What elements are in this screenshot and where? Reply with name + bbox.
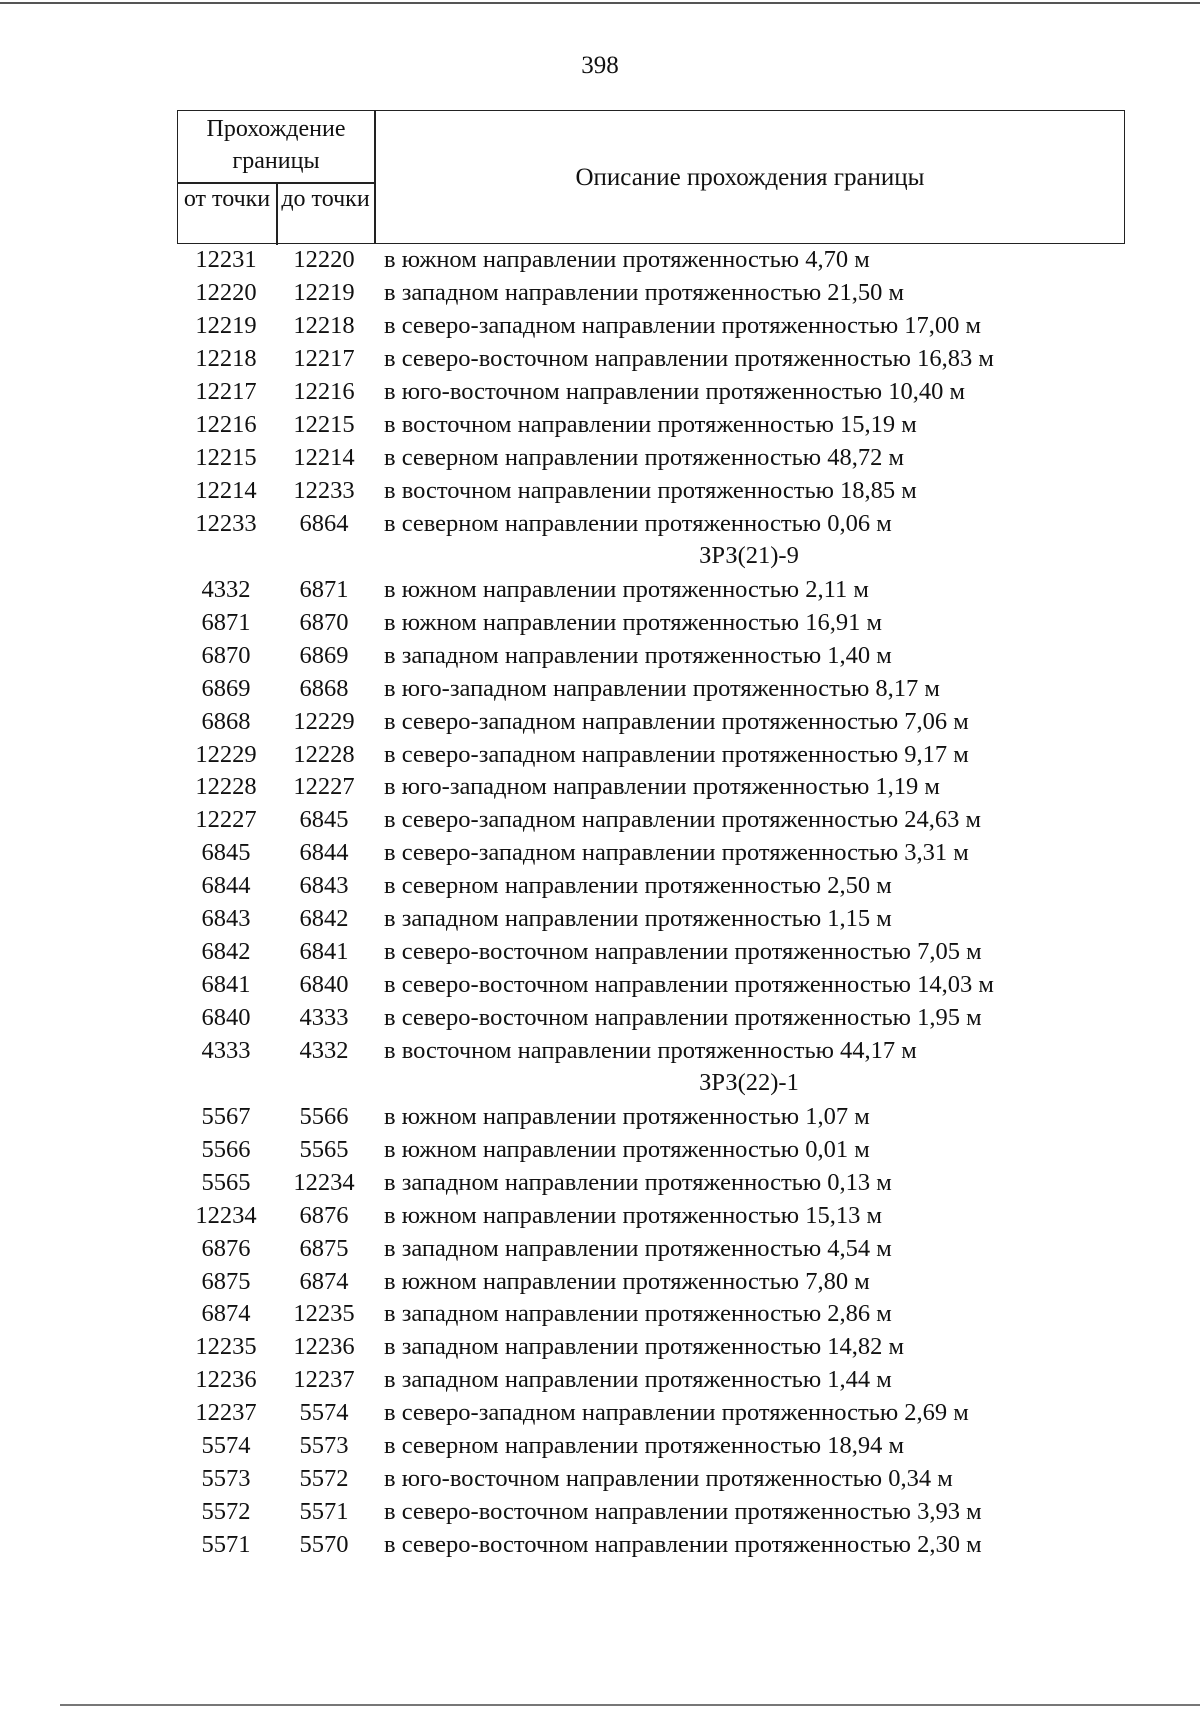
table-row bbox=[177, 376, 1125, 409]
boundary-description: в северо-восточном направлении протяженностью 2,30 м bbox=[384, 1531, 982, 1559]
from-point: 5571 bbox=[201, 1531, 251, 1559]
to-point: 6868 bbox=[299, 674, 349, 702]
boundary-description: в северо-западном направлении протяженностью 3,31 м bbox=[384, 839, 969, 867]
table-row bbox=[177, 310, 1125, 343]
table-row bbox=[177, 1463, 1125, 1496]
from-point: 12217 bbox=[195, 378, 257, 406]
from-point: 12216 bbox=[195, 411, 257, 439]
boundary-description: в северном направлении протяженностью 48,72 м bbox=[384, 444, 904, 472]
table-row bbox=[177, 1529, 1125, 1562]
from-point: 12227 bbox=[195, 806, 257, 834]
to-point: 5566 bbox=[299, 1102, 349, 1130]
boundary-description: в западном направлении протяженностью 1,44 м bbox=[384, 1366, 892, 1394]
from-point: 12214 bbox=[195, 477, 257, 505]
to-point: 12215 bbox=[293, 411, 355, 439]
page-number: 398 bbox=[581, 52, 619, 79]
to-point: 12216 bbox=[293, 378, 355, 406]
from-point: 6876 bbox=[201, 1234, 251, 1262]
from-point: 6844 bbox=[201, 872, 251, 900]
boundary-description: в западном направлении протяженностью 1,40 м bbox=[384, 641, 892, 669]
boundary-description: в северо-восточном направлении протяженностью 14,03 м bbox=[384, 971, 994, 999]
table-row bbox=[177, 475, 1125, 508]
to-point: 12218 bbox=[293, 312, 355, 340]
table-row bbox=[177, 1002, 1125, 1035]
boundary-description: в северном направлении протяженностью 18,94 м bbox=[384, 1432, 904, 1460]
boundary-table-body bbox=[177, 244, 1125, 1562]
table-row bbox=[177, 837, 1125, 870]
header-from-point: от точки bbox=[183, 186, 271, 212]
table-row bbox=[177, 1232, 1125, 1265]
table-row bbox=[177, 277, 1125, 310]
table-row bbox=[177, 508, 1125, 541]
boundary-description: в южном направлении протяженностью 1,07 м bbox=[384, 1102, 870, 1130]
to-point: 6842 bbox=[299, 905, 349, 933]
table-row bbox=[177, 870, 1125, 903]
from-point: 12233 bbox=[195, 509, 257, 537]
from-point: 6870 bbox=[201, 641, 251, 669]
from-point: 12236 bbox=[195, 1366, 257, 1394]
boundary-description: в южном направлении протяженностью 16,91 м bbox=[384, 608, 882, 636]
from-point: 6843 bbox=[201, 905, 251, 933]
to-point: 12217 bbox=[293, 345, 355, 373]
boundary-description: в северо-западном направлении протяженностью 9,17 м bbox=[384, 740, 969, 768]
from-point: 4332 bbox=[201, 575, 251, 603]
to-point: 5574 bbox=[299, 1399, 349, 1427]
table-row bbox=[177, 738, 1125, 771]
table-row bbox=[177, 409, 1125, 442]
boundary-description: в западном направлении протяженностью 2,86 м bbox=[384, 1300, 892, 1328]
to-point: 12228 bbox=[293, 740, 355, 768]
from-point: 6868 bbox=[201, 707, 251, 735]
to-point: 12237 bbox=[293, 1366, 355, 1394]
from-point: 5567 bbox=[201, 1102, 251, 1130]
boundary-description: в западном направлении протяженностью 1,15 м bbox=[384, 905, 892, 933]
boundary-description: в юго-восточном направлении протяженностью 0,34 м bbox=[384, 1465, 953, 1493]
to-point: 12214 bbox=[293, 444, 355, 472]
to-point: 6871 bbox=[299, 575, 349, 603]
from-point: 12229 bbox=[195, 740, 257, 768]
from-point: 12237 bbox=[195, 1399, 257, 1427]
table-row bbox=[177, 1100, 1125, 1133]
from-point: 6842 bbox=[201, 938, 251, 966]
to-point: 6864 bbox=[299, 509, 349, 537]
from-point: 12235 bbox=[195, 1333, 257, 1361]
section-heading: ЗРЗ(21)-9 bbox=[699, 542, 799, 570]
table-header bbox=[177, 110, 1125, 244]
header-boundary-passage: Прохождение границы bbox=[206, 116, 346, 174]
to-point: 12229 bbox=[293, 707, 355, 735]
from-point: 5572 bbox=[201, 1498, 251, 1526]
to-point: 12234 bbox=[293, 1168, 355, 1196]
from-point: 6874 bbox=[201, 1300, 251, 1328]
from-point: 6871 bbox=[201, 608, 251, 636]
from-point: 4333 bbox=[201, 1036, 251, 1064]
table-row bbox=[177, 343, 1125, 376]
table-row bbox=[177, 771, 1125, 804]
boundary-description: в северо-западном направлении протяженностью 7,06 м bbox=[384, 707, 969, 735]
to-point: 6869 bbox=[299, 641, 349, 669]
boundary-description: в западном направлении протяженностью 21,50 м bbox=[384, 279, 905, 307]
to-point: 6841 bbox=[299, 938, 349, 966]
from-point: 6841 bbox=[201, 971, 251, 999]
from-point: 12228 bbox=[195, 773, 257, 801]
to-point: 5573 bbox=[299, 1432, 349, 1460]
table-row bbox=[177, 1430, 1125, 1463]
to-point: 6843 bbox=[299, 872, 349, 900]
table-row bbox=[177, 442, 1125, 475]
table-row bbox=[177, 1496, 1125, 1529]
boundary-description: в юго-восточном направлении протяженностью 10,40 м bbox=[384, 378, 965, 406]
from-point: 12234 bbox=[195, 1201, 257, 1229]
from-point: 6840 bbox=[201, 1004, 251, 1032]
boundary-description: в южном направлении протяженностью 0,01 м bbox=[384, 1135, 870, 1163]
to-point: 4333 bbox=[299, 1004, 349, 1032]
boundary-description: в северо-восточном направлении протяженностью 7,05 м bbox=[384, 938, 982, 966]
to-point: 12236 bbox=[293, 1333, 355, 1361]
boundary-description: в южном направлении протяженностью 4,70 м bbox=[384, 246, 870, 274]
section-heading: ЗРЗ(22)-1 bbox=[699, 1069, 799, 1097]
from-point: 6845 bbox=[201, 839, 251, 867]
from-point: 6875 bbox=[201, 1267, 251, 1295]
boundary-description: в северо-восточном направлении протяженностью 3,93 м bbox=[384, 1498, 982, 1526]
boundary-description: в северо-западном направлении протяженностью 17,00 м bbox=[384, 312, 982, 340]
to-point: 12219 bbox=[293, 279, 355, 307]
to-point: 4332 bbox=[299, 1036, 349, 1064]
to-point: 6844 bbox=[299, 839, 349, 867]
table-row bbox=[177, 1265, 1125, 1298]
table-row bbox=[177, 639, 1125, 672]
to-point: 6870 bbox=[299, 608, 349, 636]
boundary-description: в юго-западном направлении протяженностью 1,19 м bbox=[384, 773, 940, 801]
to-point: 5570 bbox=[299, 1531, 349, 1559]
boundary-description: в западном направлении протяженностью 14,82 м bbox=[384, 1333, 905, 1361]
to-point: 12235 bbox=[293, 1300, 355, 1328]
boundary-description: в северо-западном направлении протяженностью 24,63 м bbox=[384, 806, 982, 834]
boundary-description: в восточном направлении протяженностью 15,19 м bbox=[384, 411, 917, 439]
table-row bbox=[177, 1397, 1125, 1430]
boundary-description: в восточном направлении протяженностью 44,17 м bbox=[384, 1036, 917, 1064]
table-row bbox=[177, 969, 1125, 1002]
boundary-description: в северном направлении протяженностью 0,06 м bbox=[384, 509, 892, 537]
table-row bbox=[177, 244, 1125, 277]
from-point: 12218 bbox=[195, 345, 257, 373]
from-point: 12231 bbox=[195, 246, 257, 274]
table-row bbox=[177, 936, 1125, 969]
from-point: 12219 bbox=[195, 312, 257, 340]
boundary-description: в юго-западном направлении протяженностью 8,17 м bbox=[384, 674, 940, 702]
to-point: 12227 bbox=[293, 773, 355, 801]
from-point: 5574 bbox=[201, 1432, 251, 1460]
boundary-description: в южном направлении протяженностью 7,80 м bbox=[384, 1267, 870, 1295]
from-point: 5573 bbox=[201, 1465, 251, 1493]
to-point: 12220 bbox=[293, 246, 355, 274]
table-row bbox=[177, 804, 1125, 837]
boundary-description: в северном направлении протяженностью 2,50 м bbox=[384, 872, 892, 900]
to-point: 6876 bbox=[299, 1201, 349, 1229]
to-point: 5571 bbox=[299, 1498, 349, 1526]
from-point: 5565 bbox=[201, 1168, 251, 1196]
from-point: 12220 bbox=[195, 279, 257, 307]
table-row bbox=[177, 1133, 1125, 1166]
to-point: 5565 bbox=[299, 1135, 349, 1163]
from-point: 5566 bbox=[201, 1135, 251, 1163]
to-point: 6874 bbox=[299, 1267, 349, 1295]
scan-top-edge bbox=[0, 2, 1200, 4]
boundary-description: в восточном направлении протяженностью 18,85 м bbox=[384, 477, 917, 505]
table-row bbox=[177, 1035, 1125, 1068]
table-row bbox=[177, 573, 1125, 606]
to-point: 12233 bbox=[293, 477, 355, 505]
table-row bbox=[177, 705, 1125, 738]
table-row bbox=[177, 672, 1125, 705]
table-row bbox=[177, 1199, 1125, 1232]
boundary-description: в южном направлении протяженностью 15,13 м bbox=[384, 1201, 882, 1229]
to-point: 6845 bbox=[299, 806, 349, 834]
boundary-description: в западном направлении протяженностью 0,13 м bbox=[384, 1168, 892, 1196]
scan-bottom-edge bbox=[60, 1704, 1200, 1706]
table-row bbox=[177, 1298, 1125, 1331]
from-point: 12215 bbox=[195, 444, 257, 472]
boundary-description: в северо-восточном направлении протяженностью 16,83 м bbox=[384, 345, 994, 373]
table-row bbox=[177, 903, 1125, 936]
table-row bbox=[177, 606, 1125, 639]
table-row bbox=[177, 1364, 1125, 1397]
to-point: 5572 bbox=[299, 1465, 349, 1493]
boundary-description: в западном направлении протяженностью 4,54 м bbox=[384, 1234, 892, 1262]
table-row bbox=[177, 1166, 1125, 1199]
to-point: 6840 bbox=[299, 971, 349, 999]
to-point: 6875 bbox=[299, 1234, 349, 1262]
boundary-description: в северо-восточном направлении протяженностью 1,95 м bbox=[384, 1004, 982, 1032]
boundary-description: в южном направлении протяженностью 2,11 м bbox=[384, 575, 869, 603]
from-point: 6869 bbox=[201, 674, 251, 702]
header-to-point: до точки bbox=[281, 186, 370, 212]
header-description: Описание прохождения границы bbox=[575, 164, 925, 191]
boundary-description: в северо-западном направлении протяженностью 2,69 м bbox=[384, 1399, 969, 1427]
table-row bbox=[177, 1331, 1125, 1364]
